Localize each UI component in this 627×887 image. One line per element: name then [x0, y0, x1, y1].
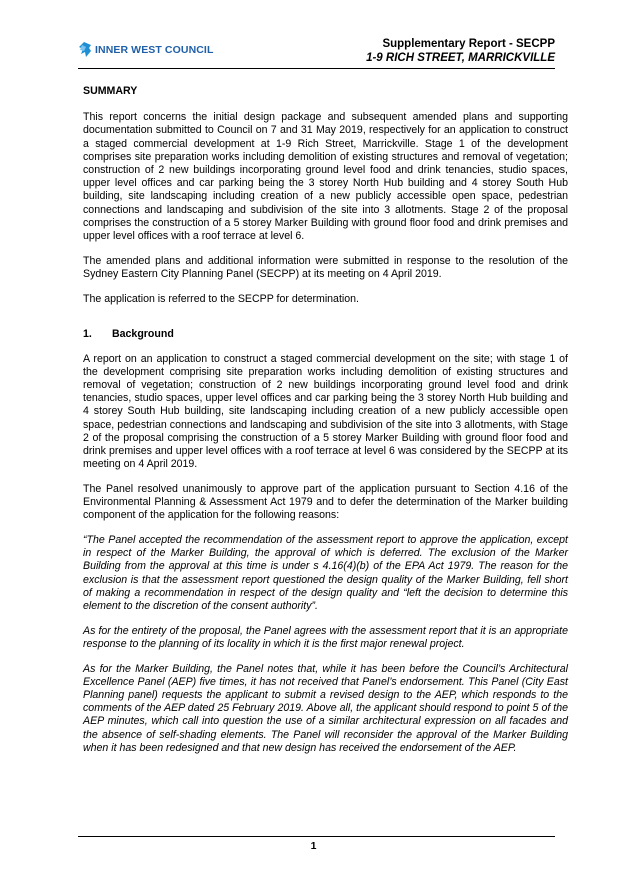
- page-number: 1: [310, 840, 317, 852]
- panel-quote-2: As for the entirety of the proposal, the Panel agrees with the assessment report that it is an appropriate response to the planning of its locality in which it is the first major renewal project.: [83, 624, 568, 650]
- panel-quote-1: “The Panel accepted the recommendation of the assessment report to approve the application, except in respect of the Marker Building, the approval of which is deferred. The exclusion of the Marker Building from the approval at this time is under s 4.16(4)(b) of the EPA Act 1979. The reason for the exclusion is that the assessment report questioned the design quality of the Marker Building, fell short of making a recommendation in respect of the design quality and “left the decision to determine this element to the discretion of the consent authority”.: [83, 533, 568, 612]
- summary-heading: SUMMARY: [83, 85, 138, 97]
- council-logo: [78, 42, 213, 57]
- summary-paragraph-3: The application is referred to the SECPP for determination.: [83, 292, 359, 305]
- section-title: Background: [112, 327, 174, 340]
- background-paragraph-1: A report on an application to construct a staged commercial development on the site; with stage 1 of the development comprising site preparation works including demolition of existing structures and removal of vegetation; construction of 2 new buildings incorporating ground level food and drink tenancies, studio spaces, upper level offices and car parking being the 3 storey North Hub building and 4 storey South Hub building, site landscaping including creation of a new publicly accessible open space, pedestrian connections and landscaping and subdivision of the site into 3 allotments, with Stage 2 of the proposal comprising the construction of a 5 storey Marker Building with ground floor food and drink premises and upper level offices with a roof terrace at level 6 was considered by the SECPP at its meeting on 4 April 2019.: [83, 352, 568, 471]
- council-logo-icon: [78, 42, 92, 57]
- summary-paragraph-2: The amended plans and additional information were submitted in response to the resolution of the Sydney Eastern City Planning Panel (SECPP) at its meeting on 4 April 2019.: [83, 254, 568, 280]
- logo-text: INNER WEST COUNCIL: [95, 43, 214, 56]
- report-body: [83, 85, 568, 767]
- background-heading: [83, 328, 568, 341]
- header-rule: [78, 68, 555, 69]
- background-paragraph-2: The Panel resolved unanimously to approve part of the application pursuant to Section 4.16 of the Environmental Planning & Assessment Act 1979 and to defer the determination of the Marker building component of the application for the following reasons:: [83, 482, 568, 522]
- report-header: [366, 37, 555, 65]
- summary-paragraph-1: This report concerns the initial design package and subsequent amended plans and supporting documentation submitted to Council on 7 and 31 May 2019, respectively for an application to construct a staged commercial development at 1-9 Rich Street, Marrickville. Stage 1 of the development comprises site preparation works including demolition of existing structures and removal of vegetation; construction of 2 new buildings incorporating ground level food and drink tenancies, studio spaces, upper level offices and car parking being the 3 storey North Hub building and 4 storey South Hub building, site landscaping including creation of a new publicly accessible open space, pedestrian connections and landscaping and subdivision of the site into 3 allotments. Stage 2 of the proposal comprises the construction of a 5 storey Marker Building with ground floor food and drink premises and upper level offices with a roof terrace at level 6.: [83, 111, 568, 243]
- report-subtitle: 1-9 RICH STREET, MARRICKVILLE: [366, 52, 555, 64]
- footer-rule: [78, 836, 555, 837]
- section-number: 1.: [83, 327, 92, 340]
- report-title: Supplementary Report - SECPP: [382, 38, 555, 50]
- panel-quote-3: As for the Marker Building, the Panel notes that, while it has been before the Council’s Architectural Excellence Panel (AEP) five times, it has not received that Panel’s endorsement. This Panel (City East Planning panel) requests the applicant to submit a revised design to the AEP, which responds to the comments of the AEP dated 25 February 2019. Above all, the applicant should respond to point 5 of the AEP minutes, which call into question the use of a similar architectural expression on all facades and the absence of self-shading elements. The Panel will reconsider the approval of the Marker Building when it has been redesigned and that new design has received the endorsement of the AEP.: [83, 662, 568, 754]
